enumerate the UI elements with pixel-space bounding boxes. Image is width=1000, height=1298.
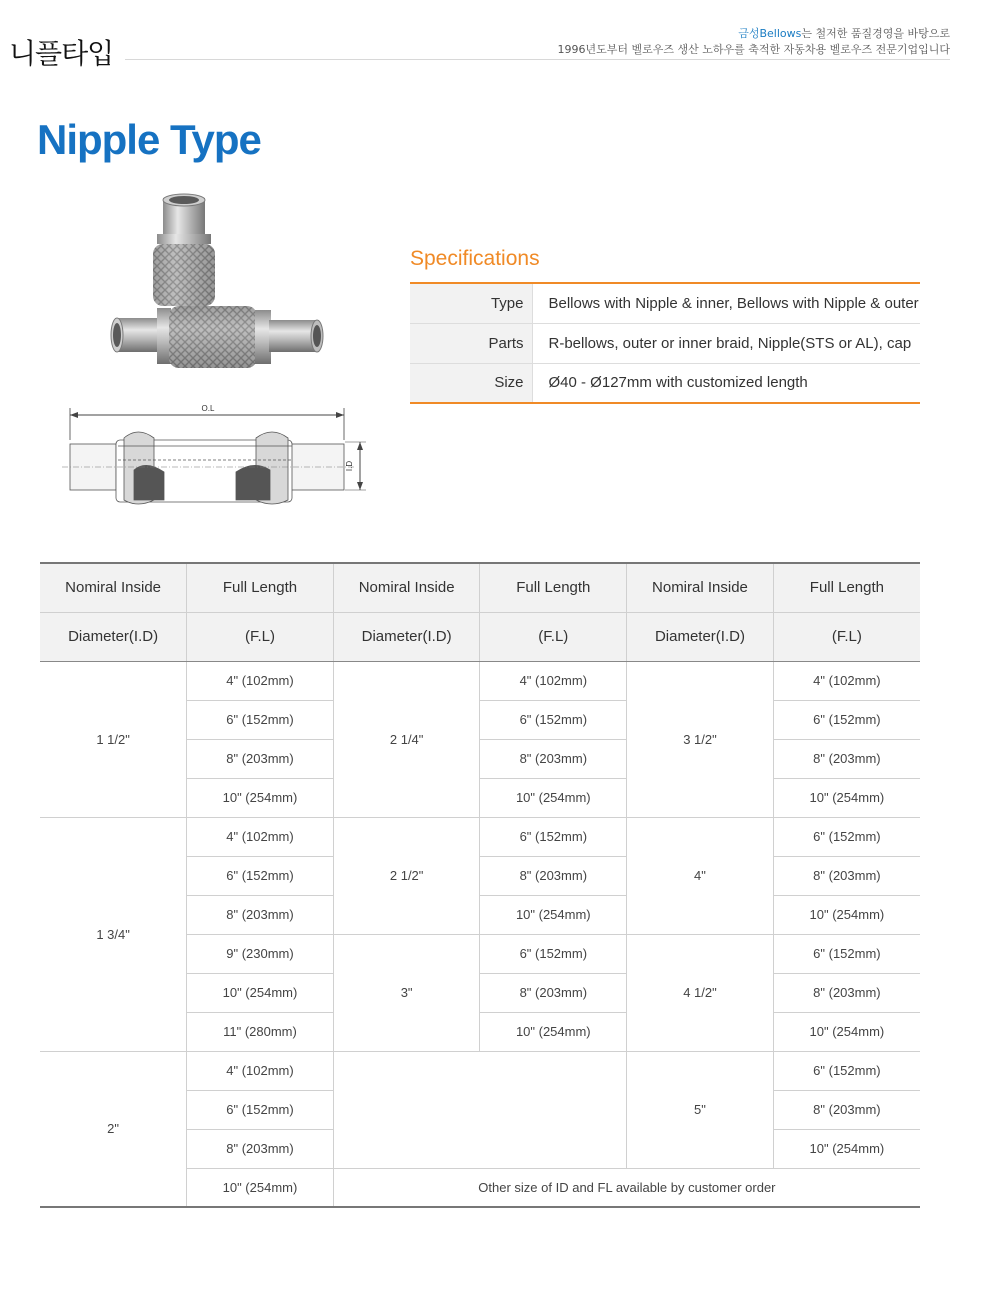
id-cell: 5" — [627, 1051, 774, 1168]
fl-cell: 4" (102mm) — [187, 661, 334, 700]
column-header: Full Length — [187, 563, 334, 612]
id-cell: 1 3/4" — [40, 817, 187, 1051]
empty-cell — [333, 1051, 626, 1168]
table-row — [40, 1051, 920, 1090]
fl-cell: 10" (254mm) — [187, 778, 334, 817]
fl-cell: 10" (254mm) — [773, 778, 920, 817]
fl-cell: 6" (152mm) — [773, 1051, 920, 1090]
fl-cell: 10" (254mm) — [773, 1012, 920, 1051]
column-header: Nomiral Inside — [333, 563, 480, 612]
fl-cell: 4" (102mm) — [773, 661, 920, 700]
tagline-line-1 — [558, 26, 951, 42]
spec-row-size — [410, 363, 920, 403]
fl-cell: 8" (203mm) — [187, 895, 334, 934]
technical-drawing — [60, 400, 380, 510]
company-tagline — [558, 26, 951, 58]
fl-cell: 10" (254mm) — [480, 778, 627, 817]
fl-cell: 8" (203mm) — [187, 739, 334, 778]
fl-cell: 10" (254mm) — [773, 895, 920, 934]
fl-cell: 8" (203mm) — [480, 856, 627, 895]
id-dimension — [345, 442, 366, 490]
id-cell: 4" — [627, 817, 774, 934]
spec-row-type — [410, 283, 920, 323]
assembly-outline — [70, 432, 344, 504]
spec-value: R-bellows, outer or inner braid, Nipple(STS or AL), cap — [532, 323, 920, 363]
column-header: Diameter(I.D) — [40, 612, 187, 661]
id-cell: 1 1/2" — [40, 661, 187, 817]
fl-cell: 8" (203mm) — [773, 739, 920, 778]
header-divider — [125, 59, 950, 60]
fl-cell: 6" (152mm) — [187, 856, 334, 895]
size-table-header-row — [40, 612, 920, 661]
fl-cell: 11" (280mm) — [187, 1012, 334, 1051]
fl-cell: 8" (203mm) — [773, 1090, 920, 1129]
column-header: Diameter(I.D) — [627, 612, 774, 661]
id-cell: 3" — [333, 934, 480, 1051]
fl-cell: 4" (102mm) — [480, 661, 627, 700]
fl-cell: 6" (152mm) — [480, 934, 627, 973]
size-table-header-row — [40, 563, 920, 612]
ol-label: O.L — [201, 404, 215, 413]
column-header: Diameter(I.D) — [333, 612, 480, 661]
id-cell: 2 1/2" — [333, 817, 480, 934]
spec-row-parts — [410, 323, 920, 363]
fl-cell: 8" (203mm) — [773, 856, 920, 895]
spec-value: Bellows with Nipple & inner, Bellows with Nipple & outer — [532, 283, 920, 323]
fl-cell: 10" (254mm) — [187, 973, 334, 1012]
fl-cell: 10" (254mm) — [773, 1129, 920, 1168]
fl-cell: 10" (254mm) — [480, 1012, 627, 1051]
table-note: Other size of ID and FL available by customer order — [333, 1168, 920, 1207]
column-header: Full Length — [773, 563, 920, 612]
fl-cell: 10" (254mm) — [480, 895, 627, 934]
id-cell: 3 1/2" — [627, 661, 774, 817]
size-table — [40, 562, 920, 1208]
fl-cell: 6" (152mm) — [187, 700, 334, 739]
fl-cell: 4" (102mm) — [187, 817, 334, 856]
page-title: Nipple Type — [37, 116, 261, 163]
column-header: Nomiral Inside — [40, 563, 187, 612]
overall-length-dimension — [70, 404, 344, 440]
fl-cell: 4" (102mm) — [187, 1051, 334, 1090]
fl-cell: 10" (254mm) — [187, 1168, 334, 1207]
fl-cell: 6" (152mm) — [480, 700, 627, 739]
column-header: (F.L) — [773, 612, 920, 661]
fl-cell: 6" (152mm) — [187, 1090, 334, 1129]
column-header: (F.L) — [480, 612, 627, 661]
specifications-table — [410, 282, 920, 404]
tagline-line-2: 1996년도부터 벨로우즈 생산 노하우를 축적한 자동차용 벨로우즈 전문기업입니다 — [557, 43, 950, 56]
fl-cell: 8" (203mm) — [480, 739, 627, 778]
id-cell: 4 1/2" — [627, 934, 774, 1051]
spec-key: Size — [410, 363, 532, 403]
column-header: Nomiral Inside — [627, 563, 774, 612]
fl-cell: 8" (203mm) — [187, 1129, 334, 1168]
fl-cell: 6" (152mm) — [773, 934, 920, 973]
fl-cell: 8" (203mm) — [480, 973, 627, 1012]
spec-key: Type — [410, 283, 532, 323]
fl-cell: 6" (152mm) — [480, 817, 627, 856]
product-photo — [105, 190, 325, 380]
id-label: I.D — [345, 460, 354, 472]
fl-cell: 9" (230mm) — [187, 934, 334, 973]
fl-cell: 6" (152mm) — [773, 700, 920, 739]
column-header: (F.L) — [187, 612, 334, 661]
spec-value: Ø40 - Ø127mm with customized length — [548, 374, 808, 392]
tagline-text-1: 는 철저한 품질경영을 바탕으로 — [801, 27, 950, 40]
id-cell: 2 1/4" — [333, 661, 480, 817]
fl-cell: 6" (152mm) — [773, 817, 920, 856]
spec-key: Parts — [410, 323, 532, 363]
column-header: Full Length — [480, 563, 627, 612]
brand-name: 금성Bellows — [738, 27, 802, 40]
fl-cell: 8" (203mm) — [773, 973, 920, 1012]
table-row — [40, 661, 920, 700]
table-row — [40, 817, 920, 856]
korean-page-title: 니플타입 — [9, 37, 114, 70]
specifications-title: Specifications — [410, 247, 540, 270]
id-cell: 2" — [40, 1051, 187, 1207]
